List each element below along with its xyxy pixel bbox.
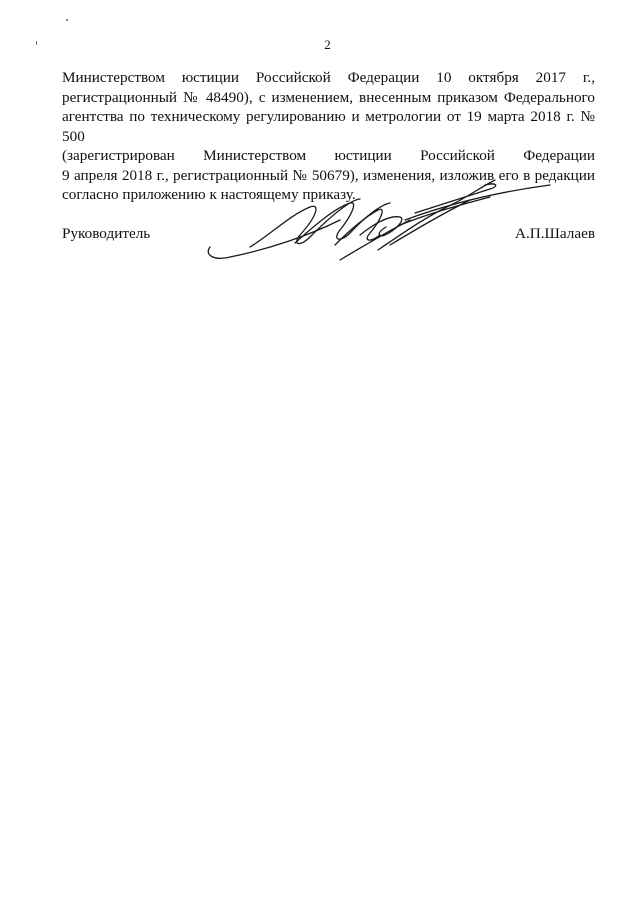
page-number: 2 xyxy=(324,37,331,52)
body-line: регистрационный № 48490), с изменением, внесенным приказом Федерального xyxy=(62,88,595,106)
body-line: согласно приложению к настоящему приказу. xyxy=(62,186,356,203)
signer-name: А.П.Шалаев xyxy=(515,225,595,242)
scan-artifact xyxy=(66,19,68,21)
body-line: Министерством юстиции Российской Федерации 10 октября 2017 г., xyxy=(62,69,595,86)
body-line: 9 апреля 2018 г., регистрационный № 50679), изменения, изложив его в редакции xyxy=(62,166,595,184)
handwritten-signature xyxy=(200,175,560,265)
body-line: агентства по техническому регулированию и метрологии от 19 марта 2018 г. № 500 xyxy=(62,108,595,145)
signature-block xyxy=(62,224,595,246)
body-line: (зарегистрирован Министерством юстиции Российской Федерации xyxy=(62,147,595,164)
signer-title: Руководитель xyxy=(62,225,151,242)
